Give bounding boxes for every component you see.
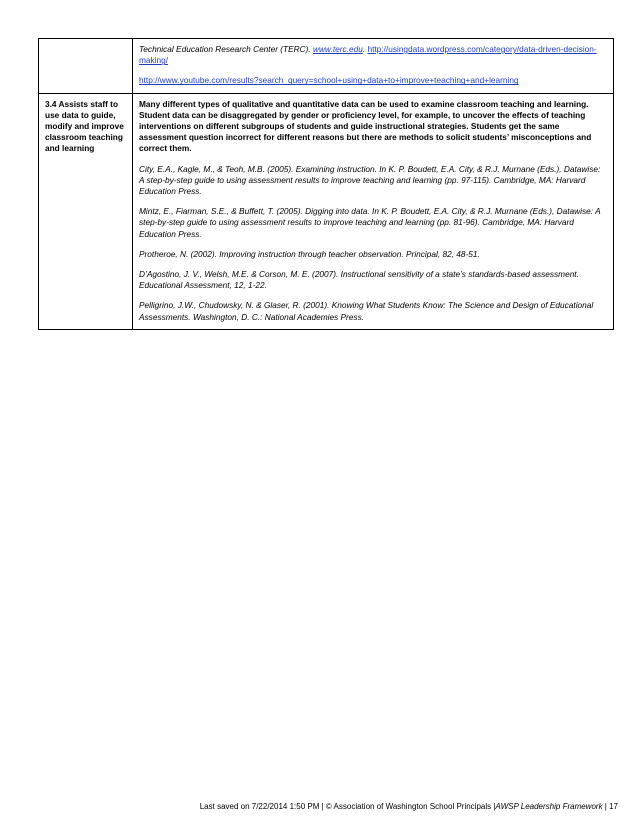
reference-item: City, E.A., Kagle, M., & Teoh, M.B. (2005). Examining instruction. In K. P. Boudett, E.A. City, & R.J. Murnane (Eds.), Datawise: A step-by-step guide to using assessment results to improve teaching and learning (pp. 97-115). Cambridge, MA: Harvard Education Press. [139,163,601,197]
footer-framework: AWSP Leadership Framework [495,802,603,811]
framework-table [38,38,614,330]
youtube-link[interactable]: http://www.youtube.com/results?search_query=school+using+data+to+improve+teaching+and+learning [139,75,519,86]
reference-item: Mintz, E., Fiarman, S.E., & Buffett, T. (2005). Digging into data. In K. P. Boudett, E.A. City, & R.J. Murnane (Eds.), Datawise: A step-by-step guide to using assessment results to improve teaching and learning (pp. 81-96). Cambridge, MA: Harvard Education Press. [139,206,601,239]
usingdata-link[interactable]: http://usingdata.wordpress.com/category/data-driven-decision-making/ [139,44,597,66]
empty-label-cell [39,39,133,94]
youtube-reference [139,75,607,86]
terc-link[interactable]: www.terc.edu [313,44,363,54]
table-row [39,93,614,329]
reference-item: Pelligrino, J.W., Chudowsky, N. & Glaser, R. (2001). Knowing What Students Know: The Science and Design of Educational Assessments. Washington, D. C.: National Academies Press. [139,300,594,322]
footer-saved: Last saved on 7/22/2014 1:50 PM | © Association of Washington School Principals | [199,802,496,811]
resources-cell [133,39,614,94]
terc-reference [139,44,607,66]
reference-item: D’Agostino, J. V., Welsh, M.E. & Corson, M. E. (2007). Instructional sensitivity of a state’s standards-based assessment. Educational Assessment, 12, 1-22. [139,269,579,291]
reference-item: Protheroe, N. (2002). Improving instruction through teacher observation. Principal, 82, 48-51. [139,248,480,259]
terc-text: Technical Education Research Center (TERC). [139,44,314,54]
page-footer [0,802,618,812]
footer-page-number: | 17 [602,802,618,811]
competency-intro: Many different types of qualitative and quantitative data can be used to examine classroom teaching and learning. Student data can be disaggregated by gender or proficiency level, for example, to uncover the effects of teaching interventions on different subgroups of students and guide instructional strategies. Students get the same assessment question incorrect for different reasons but there are methods to solicit students’ misconceptions and correct them. [139,98,592,154]
competency-content [133,93,614,329]
separator: . [362,44,368,54]
competency-label: 3.4 Assists staff to use data to guide, modify and improve classroom teaching and learning [39,93,133,329]
table-row [39,39,614,94]
